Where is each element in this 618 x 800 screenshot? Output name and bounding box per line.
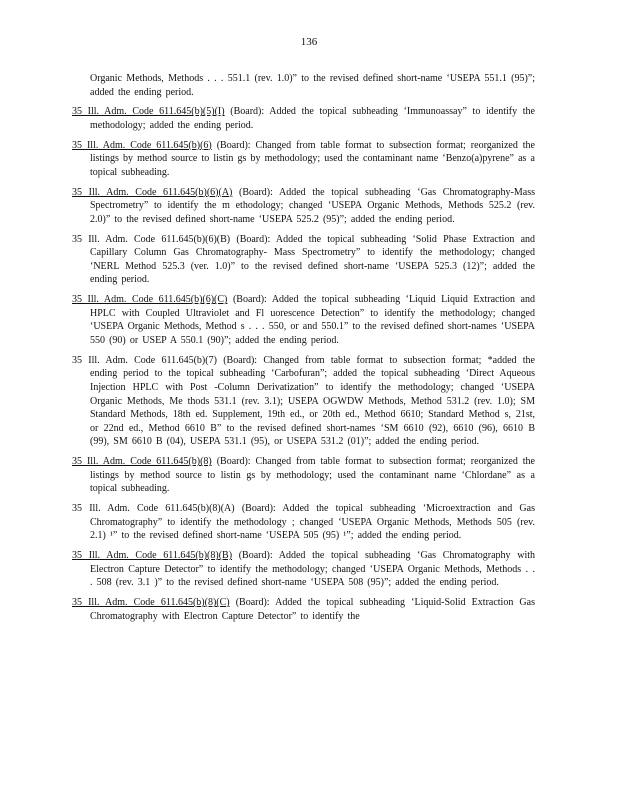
page-number: 136 [300, 36, 318, 48]
amendment-paragraph [72, 233, 535, 287]
paragraph-text: (Board): Added the topical subheading ‘Microextraction and Gas Chromatography” to identify the methodology ; changed ‘USEPA Organic Methods, Methods 505 (rev. 2.1) ¹” to the revised defined short-name ‘USEPA 505 (95) ¹”; added the ending period. [90, 503, 535, 542]
paragraph-text: Organic Methods, Methods . . . 551.1 (rev. 1.0)” to the revised defined short-name ‘USEPA 551.1 (95)”; added the ending period. [90, 73, 535, 98]
code-citation: 35 Ill. Adm. Code 611.645(b)(6)(A) [72, 186, 233, 198]
paragraph-text: (Board): Added the topical subheading ‘Liquid-Solid Extraction Gas Chromatography with Electron Capture Detector” to identify the [90, 597, 535, 622]
code-citation: 35 Ill. Adm. Code 611.645(b)(7) [72, 354, 217, 366]
code-citation: 35 Ill. Adm. Code 611.645(b)(6)(C) [72, 294, 228, 306]
paragraph-continued [72, 72, 535, 99]
paragraph-text: (Board): Changed from table format to subsection format; *added the ending period to the topical subheading ‘Carbofuran”; added the topical subheading ‘Direct Aqueous Injection HPLC with Post -Column Derivatization” to identify the methodology; changed ‘USEPA Organic Methods, Me thods 531.1 (rev. 3.1); USEPA OGWDW Methods, Method 531.2 (rev. 1.0); SM Standard Methods, 18th ed. Supplement, 19th ed., or 20th ed., Method 6610; Standard Method s, 21st, or 22nd ed., Method 6610 B” to the revised defined short-names ‘SM 6610 (92), 6610 (96), 6610 B (99), SM 6610 B (04), USEPA 531.1 (95), or USEPA 531.2 (01)”; added the ending period. [90, 354, 535, 448]
amendment-paragraph [72, 186, 535, 227]
paragraph-text: (Board): Added the topical subheading ‘Gas Chromatography-Mass Spectrometry” to identify the m ethodology; changed ‘USEPA Organic Methods, Methods 525.2 (rev. 2.0)” to the revised defined short-name ‘USEPA 525.2 (95)”; added the ending period. [90, 186, 535, 225]
amendment-paragraph [72, 105, 535, 132]
amendment-paragraph [72, 549, 535, 590]
paragraph-text: (Board): Changed from table format to subsection format; reorganized the listings by method source to listin gs by methodology; used the contaminant name ‘Chlordane” as a topical subheading. [90, 456, 535, 495]
paragraph-text: (Board): Changed from table format to subsection format; reorganized the listings by method source to listin gs by methodology; used the contaminant name ‘Benzo(a)pyrene” as a topical subheading. [90, 139, 535, 178]
amendment-paragraph [72, 293, 535, 347]
paragraph-text: (Board): Added the topical subheading ‘Immunoassay” to identify the methodology; added the ending period. [90, 106, 535, 131]
amendment-paragraph [72, 596, 535, 623]
amendment-paragraph [72, 502, 535, 543]
amendment-paragraph [72, 139, 535, 180]
amendment-paragraph [72, 455, 535, 496]
code-citation: 35 Ill. Adm. Code 611.645(b)(6)(B) [72, 233, 231, 245]
code-citation: 35 Ill. Adm. Code 611.645(b)(6) [72, 139, 212, 151]
code-citation: 35 Ill. Adm. Code 611.645(b)(8)(B) [72, 550, 233, 562]
code-citation: 35 Ill. Adm. Code 611.645(b)(8)(C) [72, 597, 230, 609]
amendment-paragraph [72, 354, 535, 449]
paragraph-text: (Board): Added the topical subheading ‘Solid Phase Extraction and Capillary Column Gas Chromatography- Mass Spectrometry” to identify the methodology; changed ‘NERL Method 525.3 (ver. 1.0)” to the revised defined short-name ‘USEPA 525.3 (12)”; added the ending period. [90, 233, 536, 286]
document-body [72, 72, 535, 629]
code-citation: 35 Ill. Adm. Code 611.645(b)(8)(A) [72, 503, 235, 515]
paragraph-text: (Board): Added the topical subheading ‘Liquid Liquid Extraction and HPLC with Coupled Ultraviolet and Fl uorescence Detection” to identify the methodology; changed ‘USEPA Organic Methods, Method s . . . 550, or and 550.1” to the revised defined short-names ‘USEPA 550 (90) or USEP A 550.1 (90)”; added the ending period. [90, 294, 535, 347]
paragraph-text: (Board): Added the topical subheading ‘Gas Chromatography with Electron Capture Detector” to identify the methodology; changed ‘USEPA Organic Methods, Methods . . . 508 (rev. 3.1 )” to the revised defined short-name ‘USEPA 508 (95)”; added the ending period. [90, 550, 536, 589]
code-citation: 35 Ill. Adm. Code 611.645(b)(8) [72, 456, 212, 468]
code-citation: 35 Ill. Adm. Code 611.645(b)(5)(I) [72, 106, 225, 118]
